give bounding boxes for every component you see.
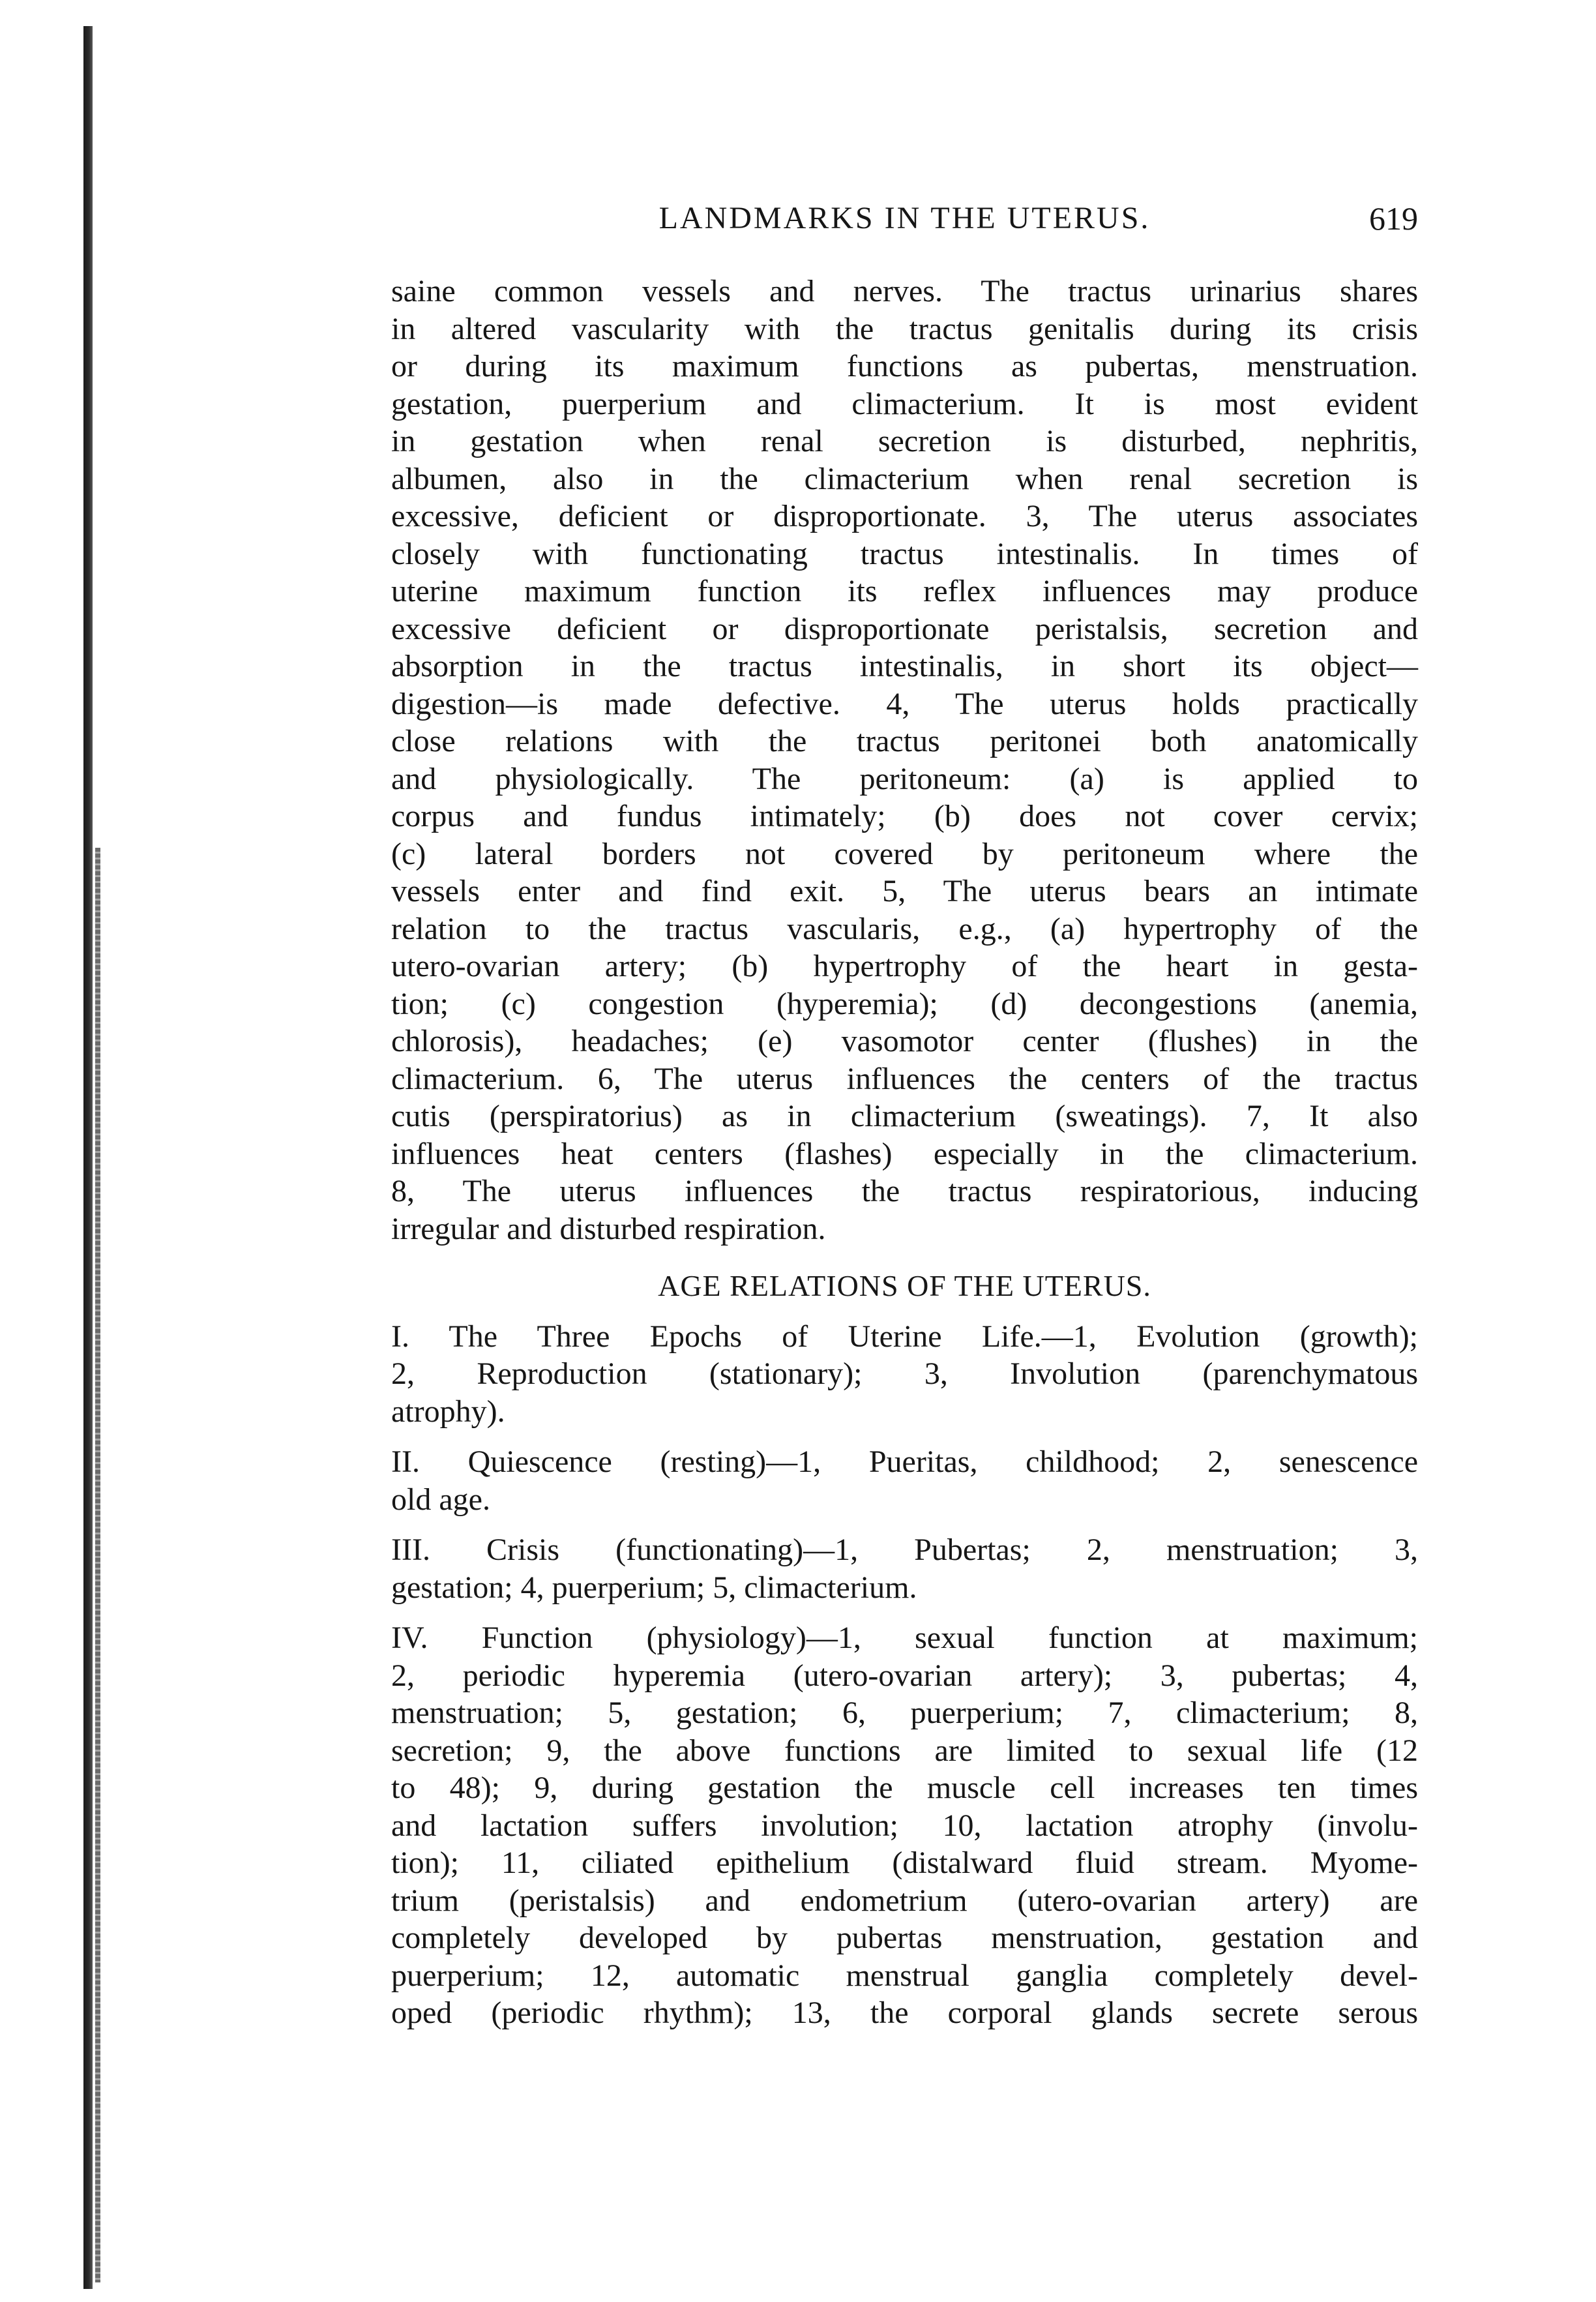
text-line: absorption in the tractus intestinalis, in short its object— [391,649,1418,683]
binding-edge [83,26,93,2289]
text-line: corpus and fundus intimately; (b) does not cover cervix; [391,799,1418,833]
item-function [391,1619,1418,2032]
text-line: trium (peristalsis) and endometrium (utero-ovarian artery) are [391,1883,1418,1918]
item-epochs [391,1318,1418,1431]
binding-edge-texture [95,848,100,2282]
text-line: III. Crisis (functionating)—1, Pubertas; 2, menstruation; 3, [391,1532,1418,1567]
text-line: utero-ovarian artery; (b) hypertrophy of the heart in gesta- [391,949,1418,983]
text-line: albumen, also in the climacterium when renal secretion is [391,461,1418,496]
text-line: tion; (c) congestion (hyperemia); (d) decongestions (anemia, [391,986,1418,1021]
text-line: tion); 11, ciliated epithelium (distalward fluid stream. Myome- [391,1846,1418,1880]
text-line: influences heat centers (flashes) especially in the climacterium. [391,1136,1418,1171]
text-line: in altered vascularity with the tractus genitalis during its crisis [391,311,1418,346]
text-line: in gestation when renal secretion is disturbed, nephritis, [391,424,1418,458]
text-line: close relations with the tractus peritonei both anatomically [391,724,1418,758]
text-line: climacterium. 6, The uterus influences the centers of the tractus [391,1061,1418,1096]
text-line: menstruation; 5, gestation; 6, puerperium; 7, climacterium; 8, [391,1696,1418,1730]
text-line: 8, The uterus influences the tractus respiratorious, inducing [391,1174,1418,1208]
running-title: LANDMARKS IN THE UTERUS. [658,201,1151,235]
text-line: excessive, deficient or disproportionate. 3, The uterus associates [391,499,1418,533]
text-line: gestation, puerperium and climacterium. It is most evident [391,386,1418,421]
text-line: II. Quiescence (resting)—1, Pueritas, childhood; 2, senescence [391,1444,1418,1479]
running-head [391,196,1418,241]
text-line: vessels enter and find exit. 5, The uterus bears an intimate [391,874,1418,908]
text-line: and physiologically. The peritoneum: (a) is applied to [391,761,1418,796]
text-line: or during its maximum functions as pubertas, menstruation. [391,349,1418,383]
text-line: (c) lateral borders not covered by peritoneum where the [391,836,1418,871]
text-line: completely developed by pubertas menstruation, gestation and [391,1921,1418,1955]
text-line: IV. Function (physiology)—1, sexual function at maximum; [391,1621,1418,1655]
text-line: atrophy). [391,1394,505,1429]
text-line: oped (periodic rhythm); 13, the corporal glands secrete serous [391,1996,1418,2030]
text-line: I. The Three Epochs of Uterine Life.—1, Evolution (growth); [391,1319,1418,1354]
text-line: 2, Reproduction (stationary); 3, Involution (parenchymatous [391,1356,1418,1391]
text-line: relation to the tractus vascularis, e.g., (a) hypertrophy of the [391,911,1418,946]
text-line: cutis (perspiratorius) as in climacterium (sweatings). 7, It also [391,1099,1418,1133]
text-line: puerperium; 12, automatic menstrual ganglia completely devel- [391,1958,1418,1993]
body-text [391,273,1418,2032]
text-line: 2, periodic hyperemia (utero-ovarian artery); 3, pubertas; 4, [391,1658,1418,1693]
paragraph-continuation [391,273,1418,1248]
text-line: uterine maximum function its reflex influences may produce [391,574,1418,608]
text-line: gestation; 4, puerperium; 5, climacterium. [391,1570,917,1605]
text-line: saine common vessels and nerves. The tractus urinarius shares [391,274,1418,308]
text-line: excessive deficient or disproportionate peristalsis, secretion and [391,611,1418,646]
page-number: 619 [1369,200,1418,237]
text-line: secretion; 9, the above functions are limited to sexual life (12 [391,1733,1418,1768]
text-line: old age. [391,1482,490,1517]
text-line: and lactation suffers involution; 10, lactation atrophy (involu- [391,1808,1418,1843]
item-crisis [391,1531,1418,1606]
text-line: chlorosis), headaches; (e) vasomotor center (flushes) in the [391,1024,1418,1058]
section-heading: AGE RELATIONS OF THE UTERUS. [658,1269,1151,1302]
text-line: digestion—is made defective. 4, The uterus holds practically [391,686,1418,721]
text-line: irregular and disturbed respiration. [391,1211,826,1246]
text-line: closely with functionating tractus intestinalis. In times of [391,536,1418,571]
text-line: to 48); 9, during gestation the muscle cell increases ten times [391,1771,1418,1805]
item-quiescence [391,1443,1418,1518]
